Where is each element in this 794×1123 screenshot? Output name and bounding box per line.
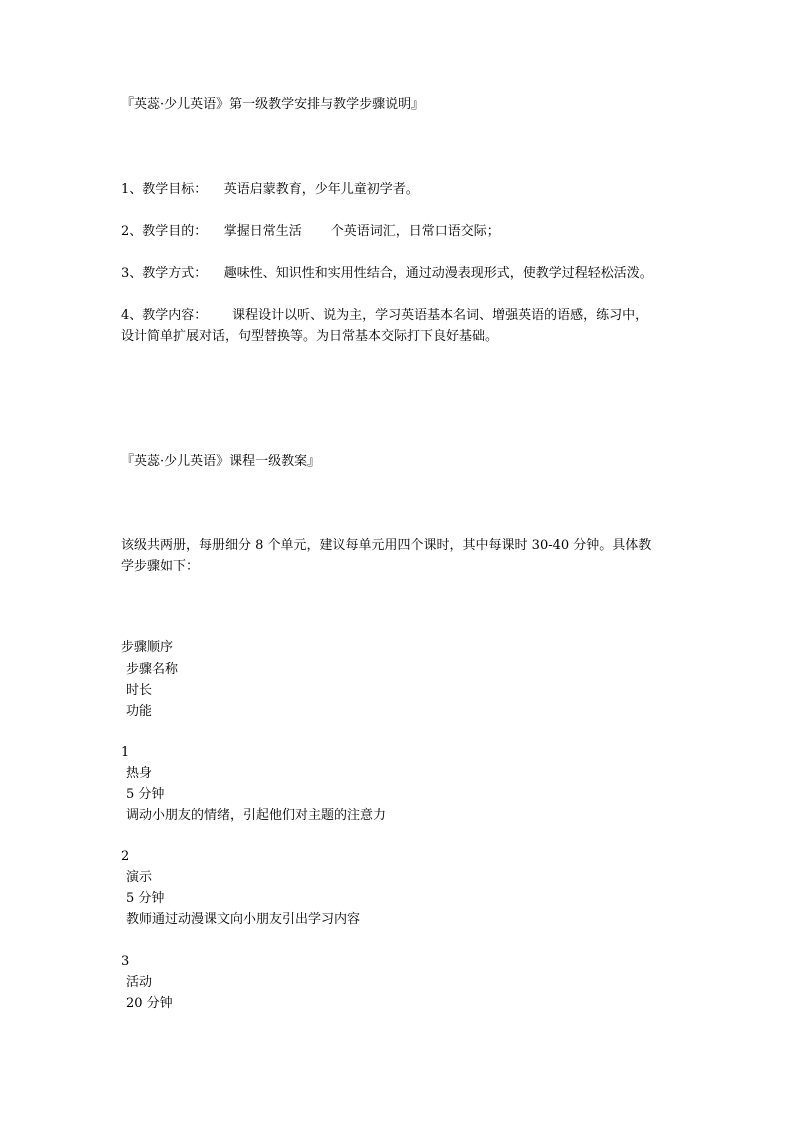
table-row-function: 调动小朋友的情绪，引起他们对主题的注意力 bbox=[126, 808, 387, 823]
content-item-line-1: 4、教学内容： 课程设计以听、说为主，学习英语基本名词、增强英语的语感，练习中， bbox=[121, 308, 649, 323]
objective-item: 1、教学目标： 英语启蒙教育，少年儿童初学者。 bbox=[121, 182, 419, 197]
table-header-step-order: 步骤顺序 bbox=[121, 640, 174, 655]
table-row-step: 3 bbox=[121, 954, 130, 969]
table-row-duration: 5 分钟 bbox=[126, 891, 165, 906]
intro-line-2: 学步骤如下： bbox=[121, 559, 200, 574]
intro-line-1: 该级共两册，每册细分 8 个单元，建议每单元用四个课时，其中每课时 30-40 分钟。具体教 bbox=[121, 538, 652, 553]
table-header-function: 功能 bbox=[126, 704, 153, 719]
content-item-line-2: 设计简单扩展对话，句型替换等。为日常基本交际打下良好基础。 bbox=[121, 329, 499, 344]
table-row-name: 活动 bbox=[126, 975, 153, 990]
method-item: 3、教学方式： 趣味性、知识性和实用性结合，通过动漫表现形式，使教学过程轻松活泼。 bbox=[121, 266, 653, 281]
purpose-item: 2、教学目的： 掌握日常生活 个英语词汇，日常口语交际； bbox=[121, 224, 500, 239]
table-row-name: 热身 bbox=[126, 766, 153, 781]
table-row-step: 1 bbox=[121, 745, 130, 760]
table-header-step-name: 步骤名称 bbox=[126, 662, 179, 677]
table-row-function: 教师通过动漫课文向小朋友引出学习内容 bbox=[126, 912, 361, 927]
table-header-duration: 时长 bbox=[126, 683, 153, 698]
table-row-duration: 20 分钟 bbox=[126, 996, 173, 1011]
document-title: 『英蕊·少儿英语》第一级教学安排与教学步骤说明』 bbox=[121, 97, 425, 112]
table-row-duration: 5 分钟 bbox=[126, 787, 165, 802]
section-title: 『英蕊·少儿英语》课程一级教案』 bbox=[121, 454, 321, 469]
table-row-step: 2 bbox=[121, 849, 130, 864]
table-row-name: 演示 bbox=[126, 870, 153, 885]
